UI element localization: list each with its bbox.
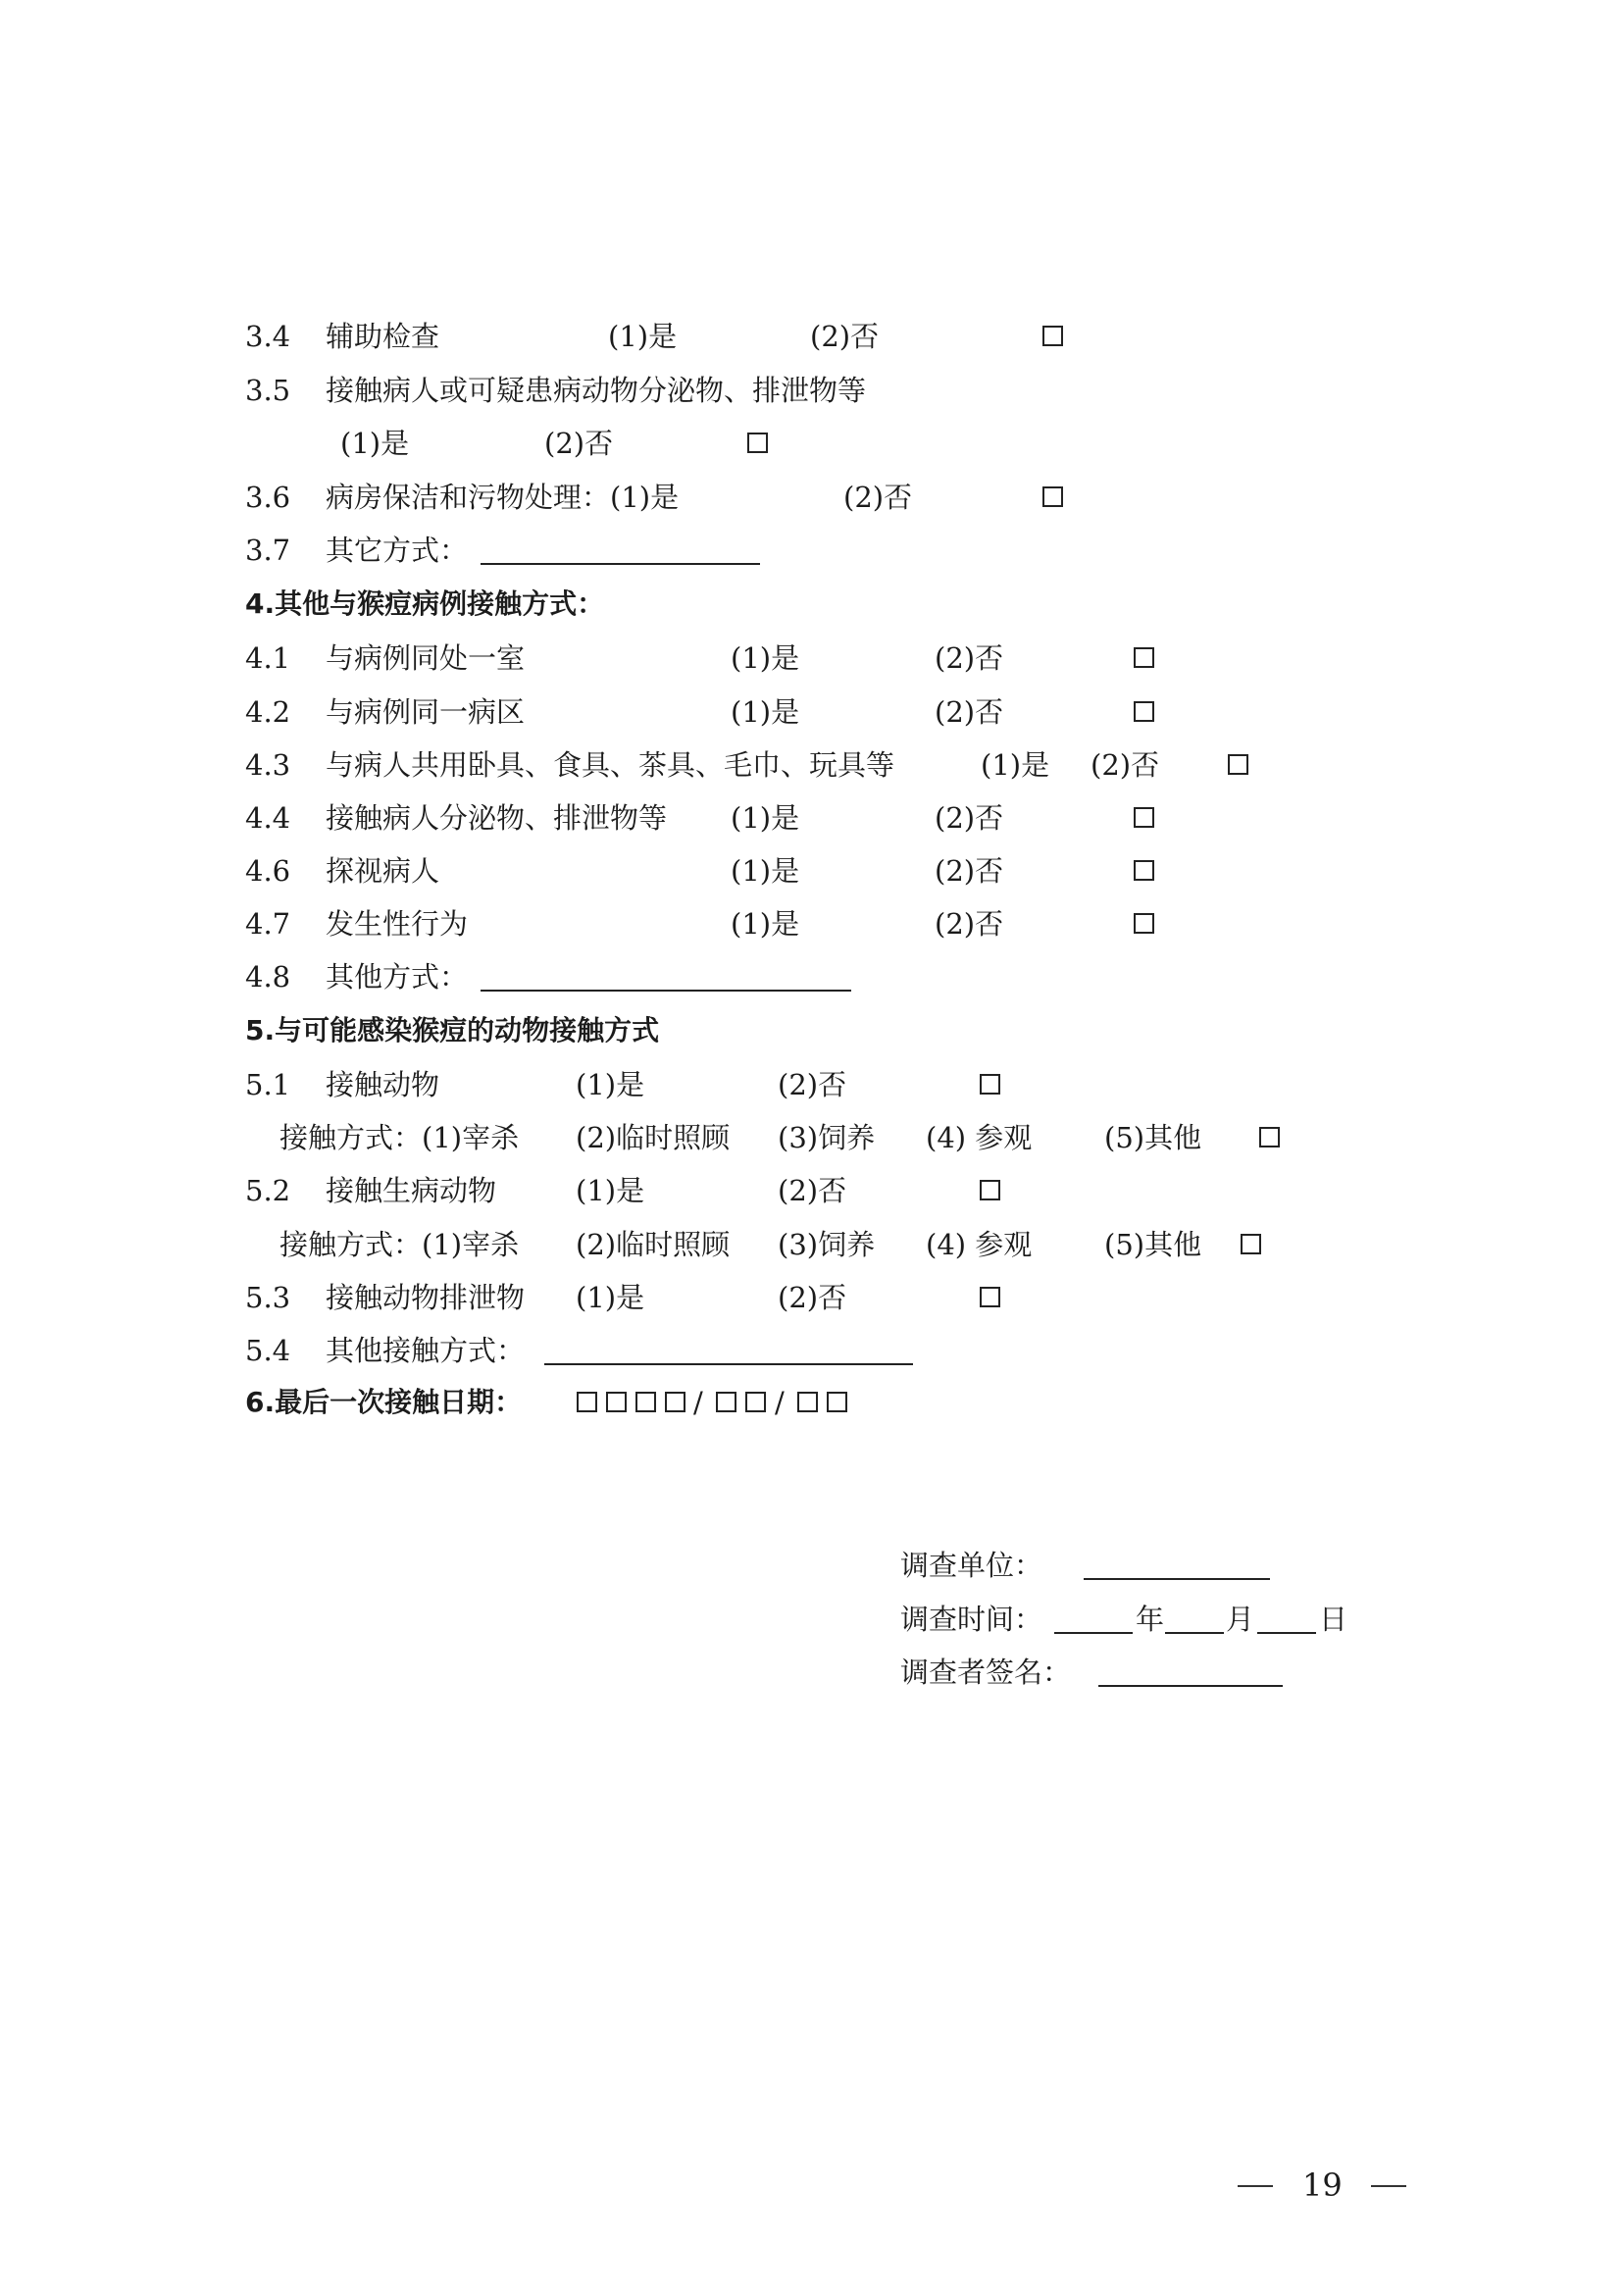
answer-checkbox[interactable]	[747, 433, 768, 453]
option-no: (2)否	[810, 320, 880, 353]
method-option-2: (2)临时照顾	[576, 1121, 731, 1154]
date-year-digit-box[interactable]	[606, 1392, 627, 1412]
item-number: 5.3	[245, 1281, 291, 1314]
item-label: 其他方式：	[326, 960, 469, 994]
item-label: 发生性行为	[326, 907, 469, 941]
method-option-4: (4) 参观	[926, 1121, 1033, 1154]
date-year-digit-box[interactable]	[577, 1392, 597, 1412]
fill-in-line[interactable]	[481, 563, 760, 565]
option-no: (2)否	[778, 1281, 847, 1314]
item-number: 3.7	[245, 534, 291, 567]
item-number: 4.8	[245, 960, 291, 994]
option-no: (2)否	[843, 481, 913, 514]
answer-checkbox[interactable]	[1134, 701, 1154, 722]
method-label: 接触方式：(1)宰杀	[279, 1121, 520, 1154]
option-no: (2)否	[935, 695, 1004, 729]
method-option-5: (5)其他	[1104, 1121, 1202, 1154]
item-number: 4.3	[245, 748, 291, 782]
date-separator: /	[693, 1386, 703, 1419]
survey-signer-label: 调查者签名：	[900, 1656, 1072, 1689]
method-label: 接触方式：(1)宰杀	[279, 1228, 520, 1261]
answer-checkbox[interactable]	[1134, 807, 1154, 828]
survey-signer-field[interactable]	[1098, 1685, 1283, 1687]
month-label: 月	[1226, 1603, 1255, 1636]
date-day-digit-box[interactable]	[827, 1392, 847, 1412]
year-label: 年	[1136, 1603, 1165, 1636]
page-number-dash-left	[1238, 2185, 1273, 2187]
item-number: 4.2	[245, 695, 291, 729]
option-yes: (1)是	[576, 1281, 645, 1314]
item-number: 4.4	[245, 801, 291, 835]
survey-unit-label: 调查单位：	[900, 1549, 1043, 1582]
date-year-digit-box[interactable]	[665, 1392, 685, 1412]
option-no: (2)否	[778, 1068, 847, 1101]
answer-checkbox[interactable]	[980, 1287, 1000, 1307]
item-number: 3.6	[245, 481, 291, 514]
survey-unit-field[interactable]	[1084, 1578, 1270, 1580]
answer-checkbox[interactable]	[1241, 1234, 1261, 1254]
fill-in-line[interactable]	[544, 1363, 913, 1365]
answer-checkbox[interactable]	[1134, 647, 1154, 668]
item-label: 接触动物排泄物	[326, 1281, 526, 1314]
page-number: 19	[1302, 2167, 1343, 2204]
date-month-digit-box[interactable]	[745, 1392, 766, 1412]
option-yes: (1)是	[576, 1174, 645, 1207]
option-yes: (1)是	[731, 641, 800, 675]
answer-checkbox[interactable]	[980, 1074, 1000, 1095]
answer-checkbox[interactable]	[980, 1180, 1000, 1200]
item-label: 接触动物	[326, 1068, 440, 1101]
survey-year-field[interactable]	[1054, 1632, 1133, 1634]
item-number: 5.2	[245, 1174, 291, 1207]
answer-checkbox[interactable]	[1228, 754, 1248, 775]
method-option-3: (3)饲养	[778, 1121, 876, 1154]
fill-in-line[interactable]	[481, 990, 851, 992]
option-yes: (1)是	[731, 854, 800, 888]
item-label: 接触病人或可疑患病动物分泌物、排泄物等	[326, 374, 867, 407]
option-no: (2)否	[935, 907, 1004, 941]
option-no: (2)否	[544, 427, 614, 460]
item-number: 4.1	[245, 641, 291, 675]
day-label: 日	[1319, 1603, 1348, 1636]
method-option-4: (4) 参观	[926, 1228, 1033, 1261]
option-yes: (1)是	[608, 320, 678, 353]
option-no: (2)否	[935, 854, 1004, 888]
item-number: 3.5	[245, 374, 291, 407]
item-label: 与病人共用卧具、食具、茶具、毛巾、玩具等	[326, 748, 895, 782]
method-option-3: (3)饲养	[778, 1228, 876, 1261]
option-yes: (1)是	[731, 695, 800, 729]
survey-month-field[interactable]	[1165, 1632, 1224, 1634]
item-label: 其他接触方式：	[326, 1334, 526, 1367]
date-day-digit-box[interactable]	[797, 1392, 818, 1412]
option-yes: (1)是	[981, 748, 1050, 782]
date-year-digit-box[interactable]	[635, 1392, 656, 1412]
date-separator: /	[775, 1386, 785, 1419]
option-yes: (1)是	[340, 427, 410, 460]
answer-checkbox[interactable]	[1042, 326, 1063, 346]
item-number: 4.7	[245, 907, 291, 941]
item-number: 5.4	[245, 1334, 291, 1367]
section-title: 5.与可能感染猴痘的动物接触方式	[245, 1014, 660, 1046]
item-label: 接触病人分泌物、排泄物等	[326, 801, 668, 835]
survey-day-field[interactable]	[1257, 1632, 1316, 1634]
item-label: 其它方式：	[326, 534, 469, 567]
answer-checkbox[interactable]	[1259, 1127, 1280, 1147]
method-option-2: (2)临时照顾	[576, 1228, 731, 1261]
item-label: 接触生病动物	[326, 1174, 497, 1207]
option-yes: (1)是	[731, 801, 800, 835]
item-number: 5.1	[245, 1068, 291, 1101]
item-label: 病房保洁和污物处理：(1)是	[326, 481, 680, 514]
option-no: (2)否	[935, 801, 1004, 835]
option-no: (2)否	[935, 641, 1004, 675]
answer-checkbox[interactable]	[1134, 860, 1154, 881]
item-label: 与病例同一病区	[326, 695, 526, 729]
option-yes: (1)是	[576, 1068, 645, 1101]
option-no: (2)否	[1091, 748, 1160, 782]
section-title: 6.最后一次接触日期：	[245, 1386, 523, 1418]
item-label: 与病例同处一室	[326, 641, 526, 675]
answer-checkbox[interactable]	[1042, 486, 1063, 507]
item-number: 3.4	[245, 320, 291, 353]
date-month-digit-box[interactable]	[716, 1392, 736, 1412]
page-number-area	[1238, 2164, 1424, 2207]
option-no: (2)否	[778, 1174, 847, 1207]
option-yes: (1)是	[731, 907, 800, 941]
page-number-dash-right	[1371, 2185, 1406, 2187]
section-title: 4.其他与猴痘病例接触方式：	[245, 587, 605, 620]
answer-checkbox[interactable]	[1134, 913, 1154, 934]
survey-time-label: 调查时间：	[900, 1603, 1043, 1636]
item-number: 4.6	[245, 854, 291, 888]
item-label: 辅助检查	[326, 320, 440, 353]
method-option-5: (5)其他	[1104, 1228, 1202, 1261]
item-label: 探视病人	[326, 854, 440, 888]
